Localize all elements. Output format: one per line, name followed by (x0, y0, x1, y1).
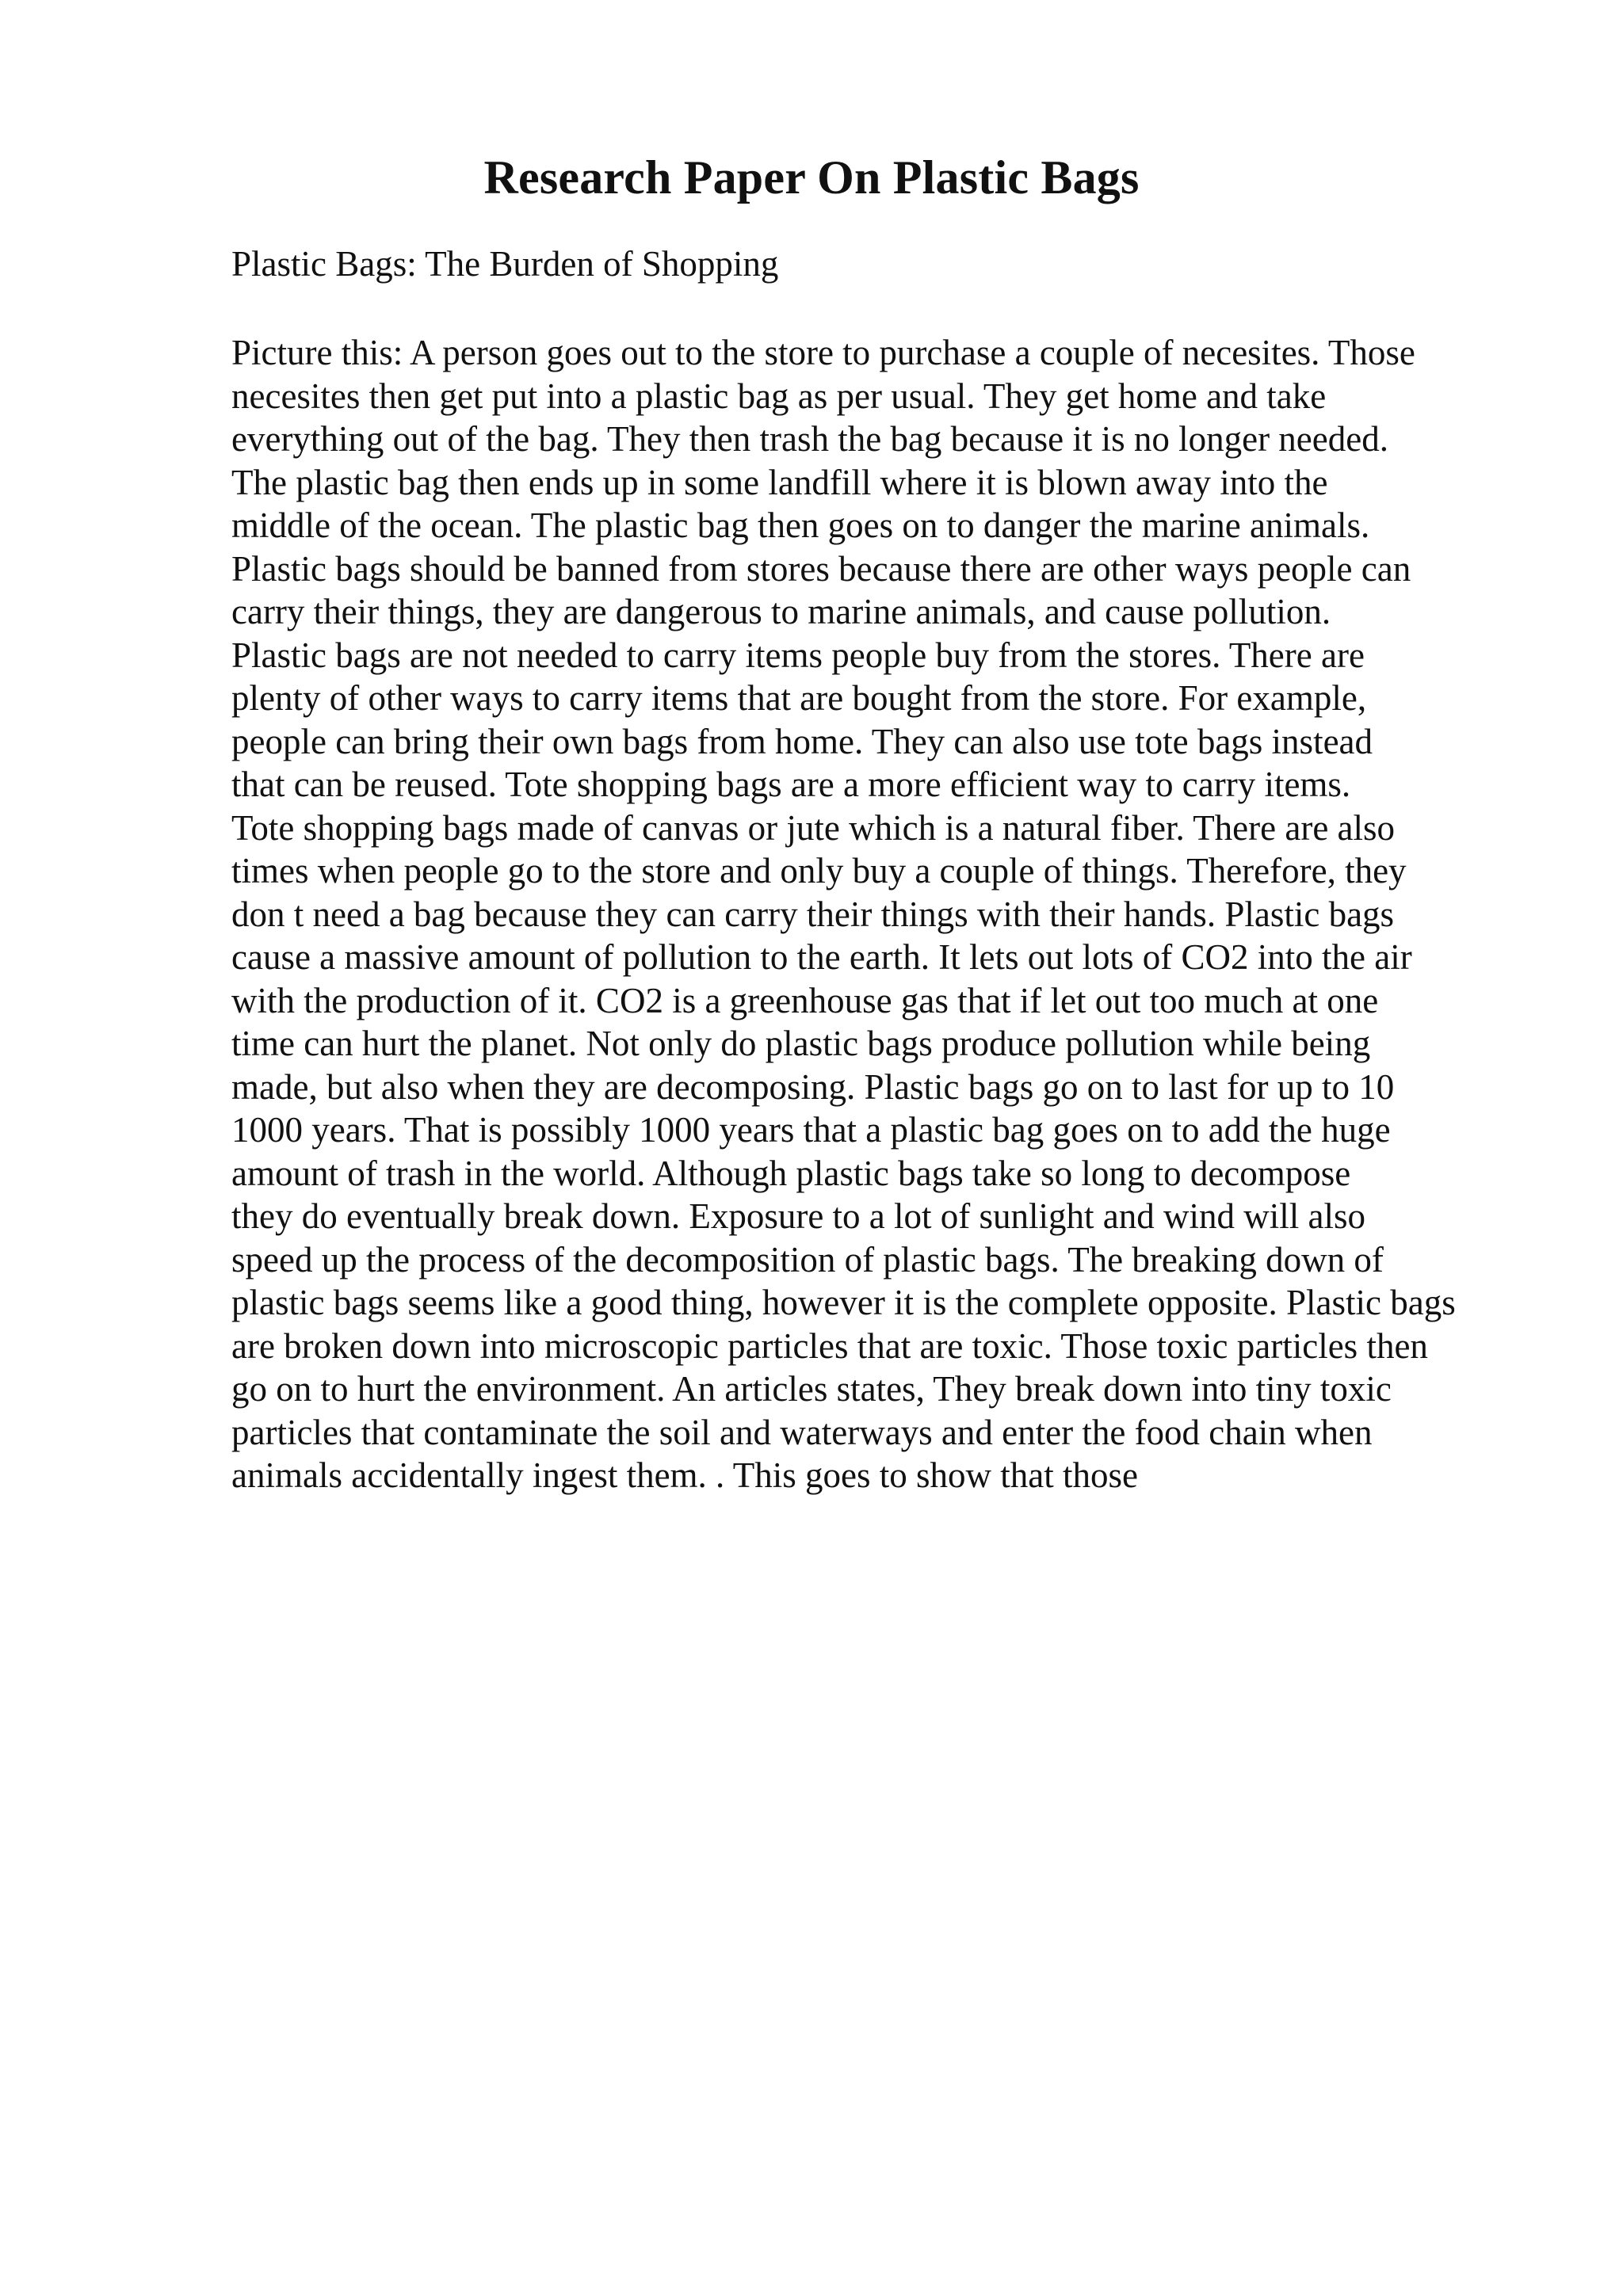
body-line: Plastic bags are not needed to carry items people buy from the stores. There are (231, 635, 1365, 675)
body-line: amount of trash in the world. Although plastic bags take so long to decompose (231, 1153, 1351, 1193)
document-subtitle: Plastic Bags: The Burden of Shopping (231, 244, 779, 284)
body-line: middle of the ocean. The plastic bag then goes on to danger the marine animals. (231, 505, 1370, 545)
body-line: 1000 years. That is possibly 1000 years that a plastic bag goes on to add the huge (231, 1110, 1391, 1150)
body-line: people can bring their own bags from home. They can also use tote bags instead (231, 721, 1373, 761)
body-line: Picture this: A person goes out to the store to purchase a couple of necesites. Those (231, 333, 1415, 372)
body-line: animals accidentally ingest them. . This goes to show that those (231, 1455, 1138, 1495)
body-line: they do eventually break down. Exposure to a lot of sunlight and wind will also (231, 1196, 1365, 1236)
body-line: carry their things, they are dangerous to marine animals, and cause pollution. (231, 592, 1331, 631)
body-line: speed up the process of the decomposition of plastic bags. The breaking down of (231, 1239, 1384, 1280)
body-line: Tote shopping bags made of canvas or jute which is a natural fiber. There are also (231, 807, 1396, 848)
body-line: made, but also when they are decomposing. Plastic bags go on to last for up to 10 (231, 1066, 1395, 1107)
body-line: are broken down into microscopic particles that are toxic. Those toxic particles then (231, 1325, 1428, 1366)
body-paragraph (231, 331, 1610, 1497)
body-line: that can be reused. Tote shopping bags are a more efficient way to carry items. (231, 765, 1351, 804)
body-line: cause a massive amount of pollution to the earth. It lets out lots of CO2 into the air (231, 937, 1412, 977)
body-line: everything out of the bag. They then trash the bag because it is no longer needed. (231, 419, 1388, 459)
body-line: necesites then get put into a plastic bag as per usual. They get home and take (231, 376, 1327, 416)
body-line: plenty of other ways to carry items that are bought from the store. For example, (231, 678, 1367, 718)
body-line: with the production of it. CO2 is a greenhouse gas that if let out too much at one (231, 980, 1379, 1020)
body-line: times when people go to the store and only buy a couple of things. Therefore, they (231, 851, 1407, 891)
body-line: The plastic bag then ends up in some landfill where it is blown away into the (231, 462, 1328, 502)
document-title: Research Paper On Plastic Bags (483, 151, 1140, 204)
body-line: time can hurt the planet. Not only do plastic bags produce pollution while being (231, 1024, 1371, 1063)
body-line: particles that contaminate the soil and waterways and enter the food chain when (231, 1412, 1373, 1452)
body-line: go on to hurt the environment. An articles states, They break down into tiny toxic (231, 1369, 1392, 1409)
body-line: plastic bags seems like a good thing, however it is the complete opposite. Plastic bags (231, 1283, 1456, 1322)
body-line: don t need a bag because they can carry their things with their hands. Plastic bags (231, 894, 1395, 934)
body-line: Plastic bags should be banned from stores because there are other ways people can (231, 548, 1411, 589)
